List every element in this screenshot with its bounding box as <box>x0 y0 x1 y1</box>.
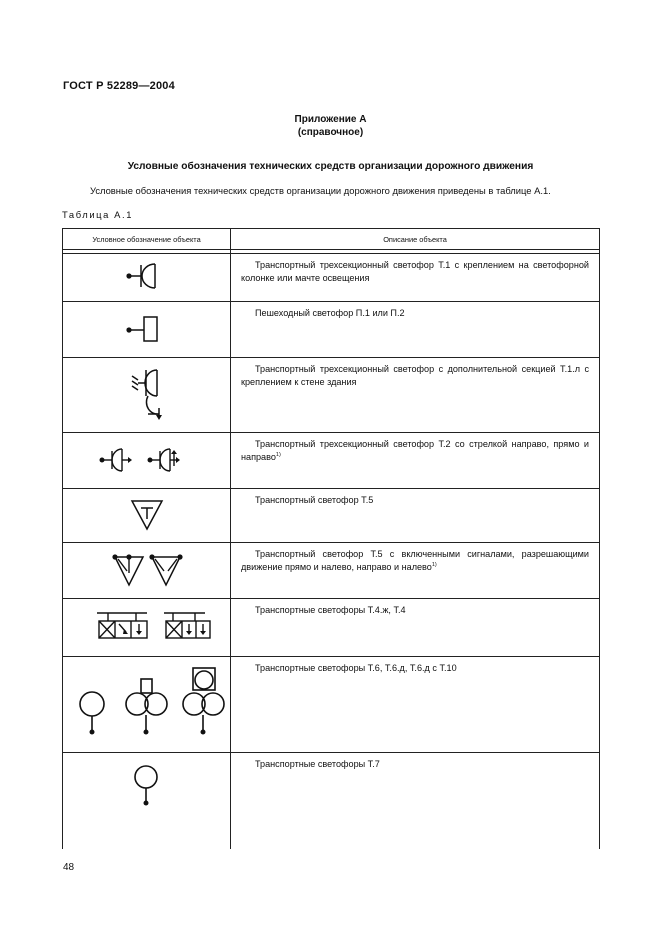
row-description: Транспортный трехсекционный светофор Т.2 со стрелкой направо, прямо и направо <box>241 439 589 463</box>
traffic-light-t1l-wall-icon <box>112 358 182 432</box>
row-description: Транспортные светофоры Т.6, Т.6.д, Т.6.д с Т.10 <box>255 663 457 673</box>
row-description: Транспортный светофор Т.5 с включенными сигналами, разрешающими движение прямо и налево, направо и налево <box>241 549 589 573</box>
appendix-title-line2: (справочное) <box>297 127 364 138</box>
row-description: Пешеходный светофор П.1 или П.2 <box>255 308 405 318</box>
appendix-title <box>0 113 661 139</box>
traffic-light-t7-icon <box>117 753 177 849</box>
traffic-light-t5-icon <box>117 489 177 542</box>
row-description: Транспортные светофоры Т.4.ж, Т.4 <box>255 605 406 615</box>
table-row <box>63 543 600 599</box>
table-row <box>63 599 600 657</box>
table-row <box>63 254 600 302</box>
section-title: Условные обозначения технических средств организации дорожного движения <box>127 161 534 172</box>
header-description: Описание объекта <box>231 229 600 250</box>
header-symbol: Условное обозначение объекта <box>63 229 231 250</box>
symbols-table <box>62 228 600 849</box>
appendix-title-line1: Приложение А <box>294 114 367 125</box>
intro-paragraph: Условные обозначения технических средств организации дорожного движения приведены в таблице А.1. <box>90 185 551 196</box>
table-row <box>63 657 600 753</box>
footnote-ref: 1) <box>275 452 281 459</box>
table-row <box>63 358 600 433</box>
table-row <box>63 489 600 543</box>
row-description: Транспортный трехсекционный светофор Т.1 с креплением на светофорной колонке или мачте освещения <box>241 260 589 284</box>
page-number: 48 <box>63 862 75 873</box>
table-header-row <box>63 229 600 250</box>
traffic-lights-t4-icon <box>77 599 217 656</box>
table-row <box>63 302 600 358</box>
table-row <box>63 433 600 489</box>
row-description: Транспортные светофоры Т.7 <box>255 759 380 769</box>
footnote-ref: 1) <box>431 562 437 569</box>
row-description: Транспортный светофор Т.5 <box>255 495 374 505</box>
traffic-light-t2-arrows-icon <box>92 433 202 488</box>
table-row <box>63 753 600 850</box>
table-label: Таблица А.1 <box>62 209 134 220</box>
document-code: ГОСТ Р 52289—2004 <box>63 80 175 92</box>
pedestrian-light-icon <box>117 302 177 357</box>
traffic-light-t5-signals-icon <box>97 543 197 598</box>
traffic-lights-t6-t10-icon <box>64 657 230 752</box>
traffic-light-t1-pole-icon <box>117 254 177 301</box>
row-description: Транспортный трехсекционный светофор с дополнительной секцией Т.1.л с креплением к стене здания <box>241 364 589 388</box>
